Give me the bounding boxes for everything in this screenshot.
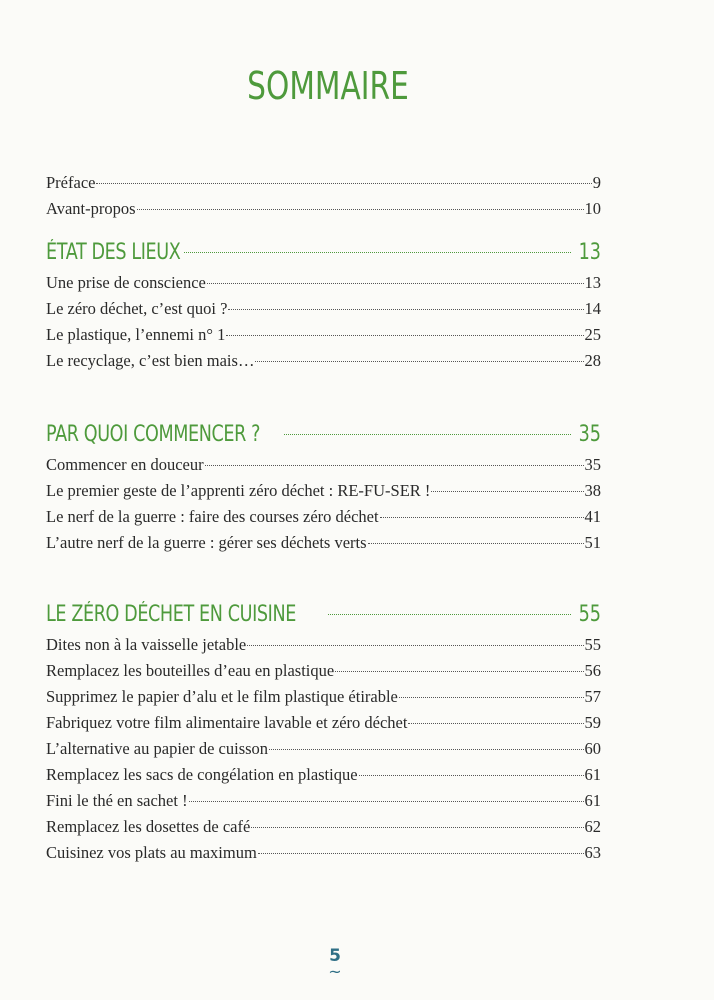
leader-dots: [408, 722, 583, 724]
toc-entry-label: L’alternative au papier de cuisson: [46, 739, 269, 758]
toc-entry-page: 62: [584, 817, 601, 836]
toc-entry-page: 35: [584, 455, 601, 474]
leader-dots: [380, 516, 584, 518]
toc-entry-label: Dites non à la vaisselle jetable: [46, 635, 247, 654]
leader-dots: [359, 774, 584, 776]
toc-entry[interactable]: [46, 632, 601, 658]
toc-entry[interactable]: [46, 736, 601, 762]
leader-dots: [228, 308, 583, 310]
toc-entry-page: 55: [584, 635, 601, 654]
toc-entry[interactable]: [46, 196, 601, 222]
section-heading[interactable]: [46, 598, 601, 632]
leader-dots: [137, 208, 584, 210]
toc-entry-page: 38: [584, 481, 601, 500]
leader-dots: [189, 800, 584, 802]
leader-dots: [431, 490, 583, 492]
leader-dots: [247, 644, 583, 646]
toc-entry-page: 9: [592, 173, 601, 192]
leader-dots: [399, 696, 584, 698]
section-page: 55: [578, 602, 601, 627]
leader-dots: [258, 852, 584, 854]
toc-entry[interactable]: [46, 814, 601, 840]
leader-dots: [184, 251, 571, 253]
toc-entry-page: 61: [584, 791, 601, 810]
toc-section: [46, 236, 601, 374]
section-heading[interactable]: [46, 236, 601, 270]
toc-entry-page: 10: [584, 199, 601, 218]
toc-entry-label: Remplacez les bouteilles d’eau en plastique: [46, 661, 335, 680]
section-heading[interactable]: [46, 418, 601, 452]
toc-entry[interactable]: [46, 658, 601, 684]
toc-entry-label: Le premier geste de l’apprenti zéro déchet : RE-FU-SER !: [46, 481, 431, 500]
toc-entry-page: 59: [584, 713, 601, 732]
toc-entry-page: 25: [584, 325, 601, 344]
page-title: SOMMAIRE: [247, 64, 409, 108]
toc-entry-label: Commencer en douceur: [46, 455, 204, 474]
toc-entry[interactable]: [46, 452, 601, 478]
toc-entry-label: Avant-propos: [46, 199, 136, 218]
toc-entry-label: Préface: [46, 173, 96, 192]
leader-dots: [251, 826, 583, 828]
toc-entry-label: Fabriquez votre film alimentaire lavable et zéro déchet: [46, 713, 408, 732]
toc-entry-page: 51: [584, 533, 601, 552]
toc-entry-page: 13: [584, 273, 601, 292]
page-number: 5: [329, 946, 341, 966]
toc-entry-label: Le zéro déchet, c’est quoi ?: [46, 299, 228, 318]
toc-entry[interactable]: [46, 840, 601, 866]
toc-section: [46, 598, 601, 866]
toc-entry-page: 56: [584, 661, 601, 680]
toc-entry-label: Remplacez les sacs de congélation en plastique: [46, 765, 358, 784]
toc-entry-page: 28: [584, 351, 601, 370]
toc-entry[interactable]: [46, 296, 601, 322]
toc-entry[interactable]: [46, 762, 601, 788]
toc-entry-label: Le plastique, l’ennemi n° 1: [46, 325, 226, 344]
toc-entry-label: Le nerf de la guerre : faire des courses zéro déchet: [46, 507, 379, 526]
toc-entry-label: Une prise de conscience: [46, 273, 206, 292]
toc-entry[interactable]: [46, 170, 601, 196]
toc-entry-label: Cuisinez vos plats au maximum: [46, 843, 257, 862]
section-title: LE ZÉRO DÉCHET EN CUISINE: [46, 602, 296, 627]
toc-section: [46, 418, 601, 556]
toc-entry[interactable]: [46, 348, 601, 374]
tilde-ornament: ~: [328, 962, 342, 981]
section-title: ÉTAT DES LIEUX: [46, 240, 181, 265]
toc-entry-page: 63: [584, 843, 601, 862]
toc-entry[interactable]: [46, 478, 601, 504]
toc-entry-page: 57: [584, 687, 601, 706]
toc-entry-page: 41: [584, 507, 601, 526]
section-page: 35: [578, 422, 601, 447]
toc-entry-page: 61: [584, 765, 601, 784]
toc-entry[interactable]: [46, 710, 601, 736]
toc-entry[interactable]: [46, 530, 601, 556]
toc-entry-label: Le recyclage, c’est bien mais…: [46, 351, 255, 370]
section-page: 13: [578, 240, 601, 265]
toc-entry[interactable]: [46, 504, 601, 530]
leader-dots: [284, 433, 571, 435]
toc-entry-page: 60: [584, 739, 601, 758]
toc-entry[interactable]: [46, 270, 601, 296]
toc-entry-label: L’autre nerf de la guerre : gérer ses déchets verts: [46, 533, 367, 552]
leader-dots: [269, 748, 583, 750]
leader-dots: [96, 182, 591, 184]
leader-dots: [207, 282, 584, 284]
toc-entry-label: Supprimez le papier d’alu et le film plastique étirable: [46, 687, 398, 706]
front-matter: [46, 170, 601, 222]
toc-entry-page: 14: [584, 299, 601, 318]
leader-dots: [205, 464, 584, 466]
toc-entry-label: Fini le thé en sachet !: [46, 791, 188, 810]
leader-dots: [255, 360, 583, 362]
section-title: PAR QUOI COMMENCER ?: [46, 422, 261, 447]
leader-dots: [368, 542, 584, 544]
leader-dots: [328, 613, 571, 615]
leader-dots: [335, 670, 583, 672]
toc-entry[interactable]: [46, 322, 601, 348]
toc-entry-label: Remplacez les dosettes de café: [46, 817, 251, 836]
toc-entry[interactable]: [46, 788, 601, 814]
toc-entry[interactable]: [46, 684, 601, 710]
leader-dots: [226, 334, 583, 336]
